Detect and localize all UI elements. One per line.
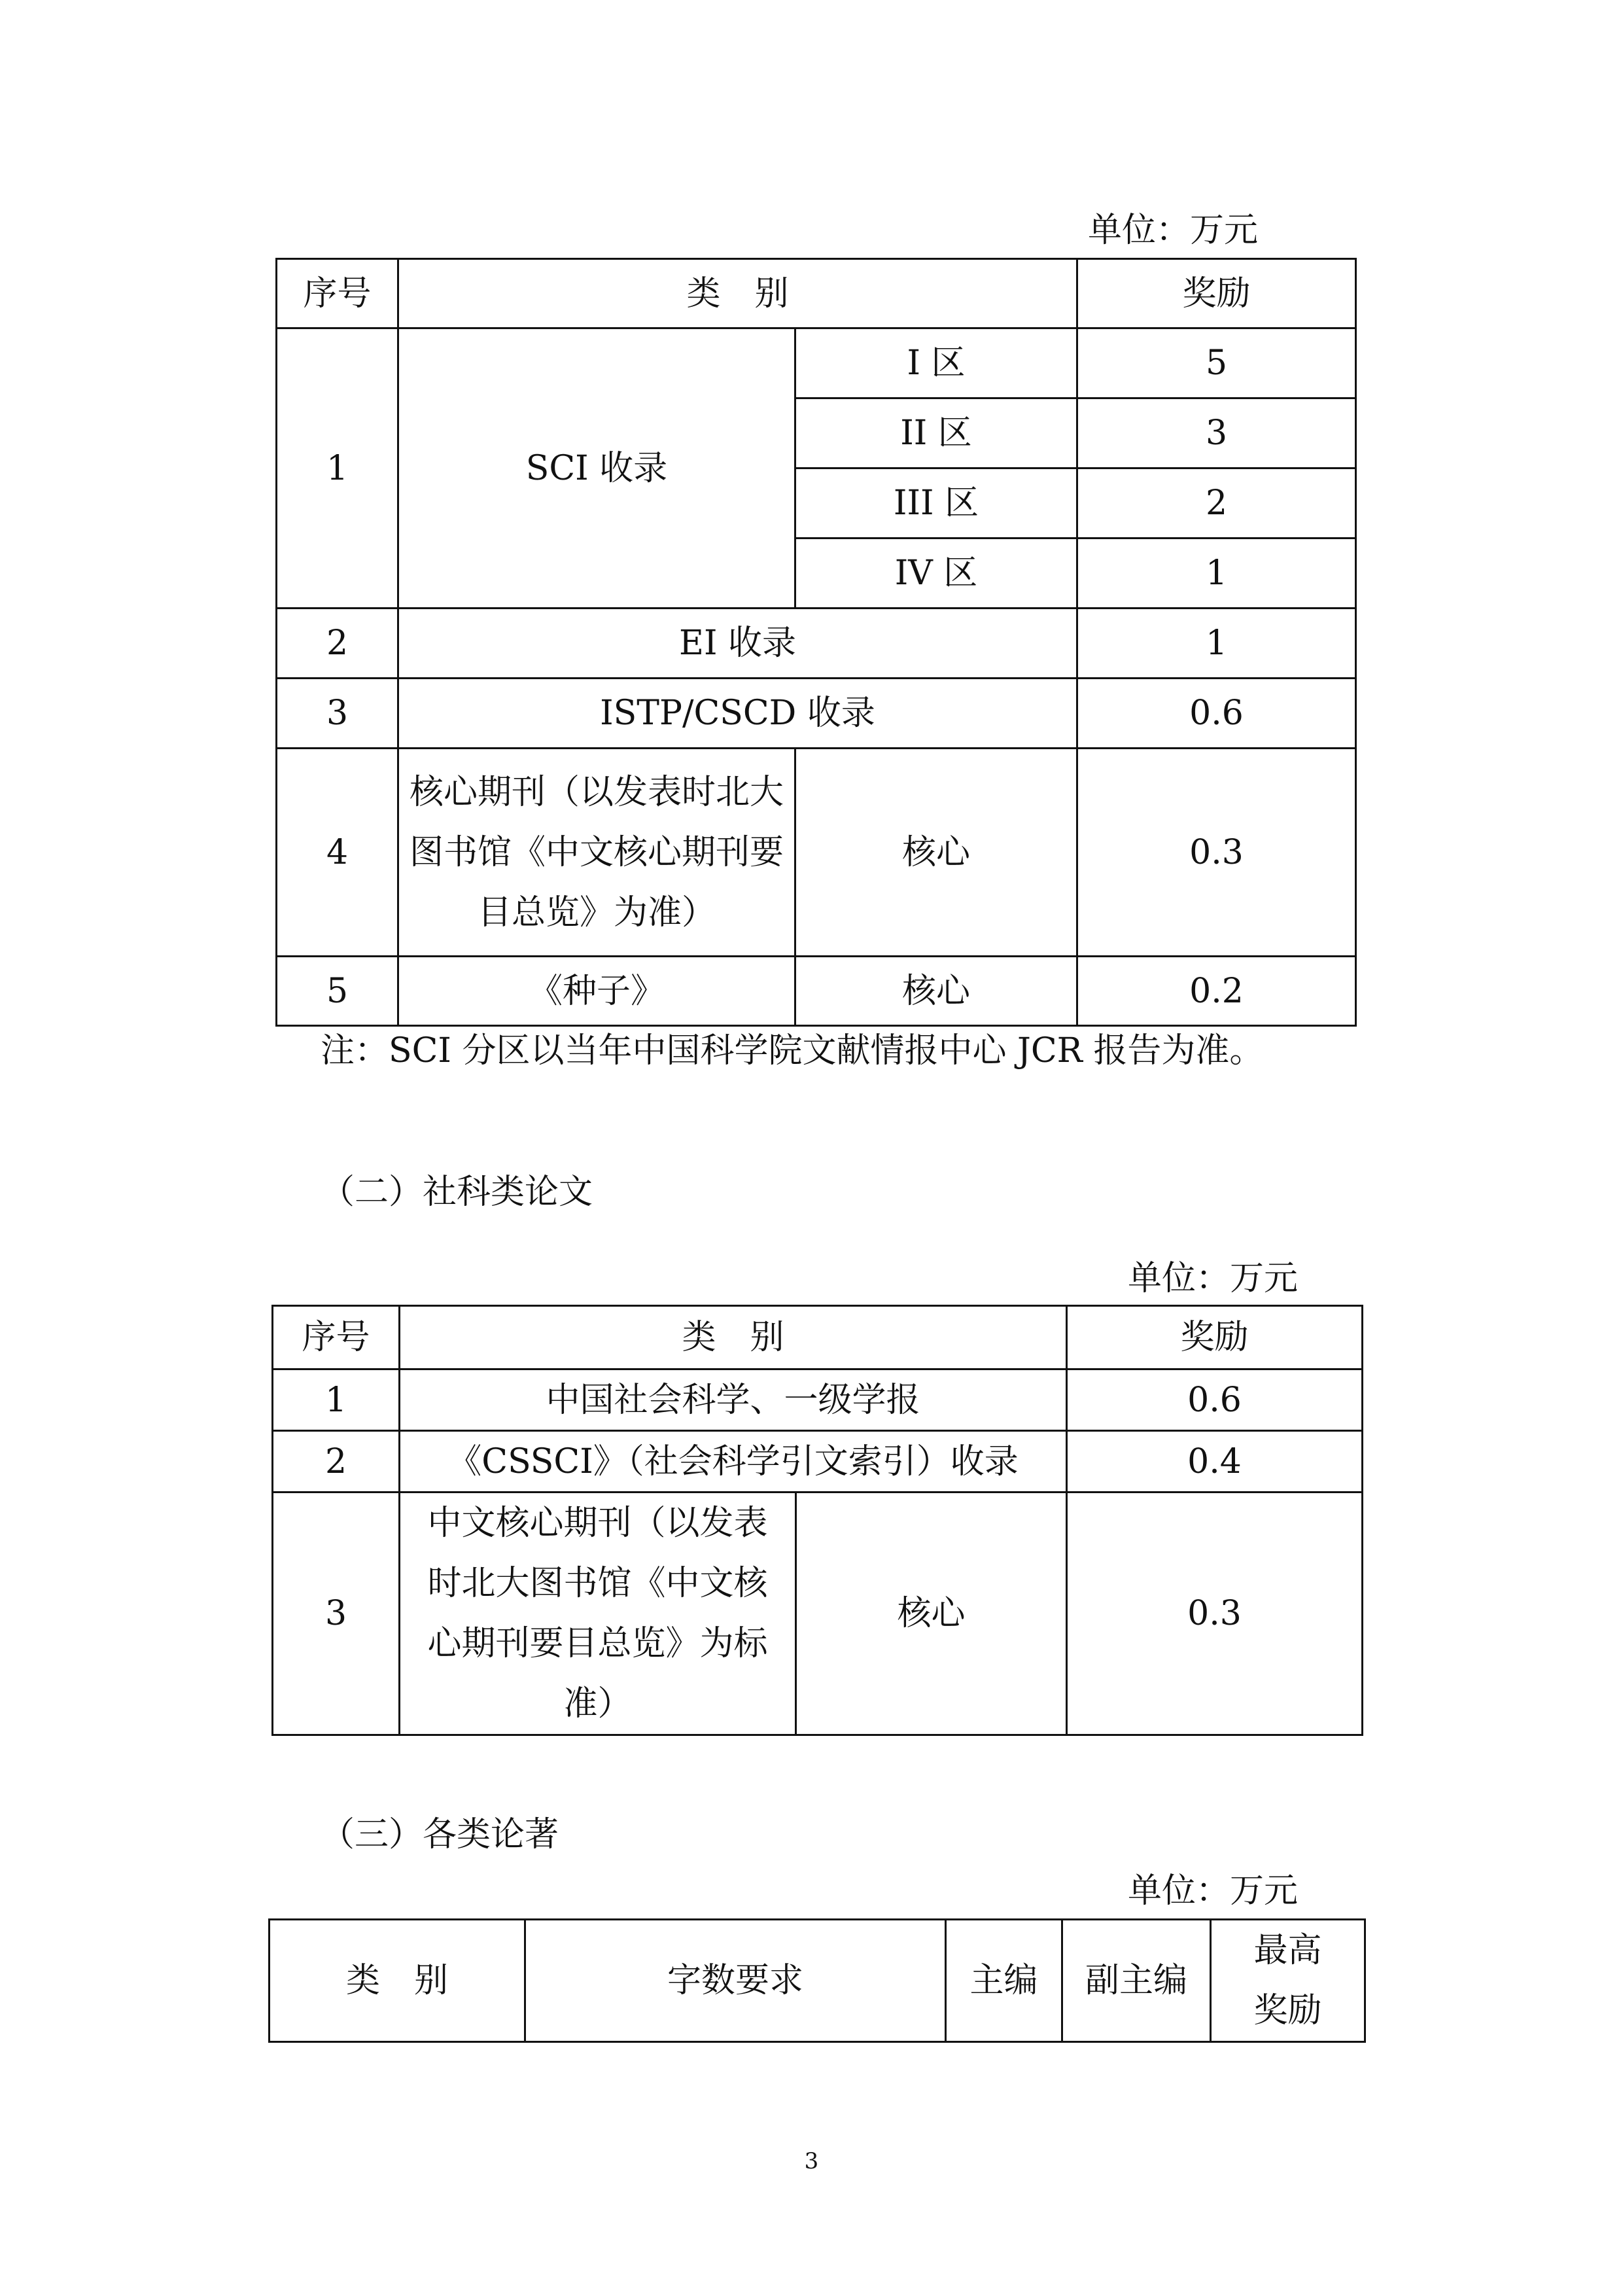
header-chief-editor: 主编 (946, 1920, 1062, 2042)
row-no: 3 (273, 1492, 400, 1735)
row-category: EI 收录 (398, 609, 1077, 679)
row-reward: 0.4 (1067, 1431, 1363, 1492)
section3-heading: （三）各类论著 (321, 1815, 559, 1854)
row-no: 1 (273, 1369, 400, 1431)
sci-zone-name: II 区 (795, 398, 1077, 468)
section2-heading: （二）社科类论文 (321, 1173, 593, 1212)
header-category: 类 别 (270, 1920, 525, 2042)
header-max-reward: 最高奖励 (1211, 1920, 1365, 2042)
row-category: 核心期刊（以发表时北大图书馆《中文核心期刊要目总览》为准） (398, 749, 795, 957)
sci-zone-name: IV 区 (795, 539, 1077, 609)
sci-zone-name: III 区 (795, 468, 1077, 539)
header-reward: 奖励 (1067, 1306, 1363, 1369)
header-no: 序号 (277, 259, 398, 328)
table1-unit: 单位：万元 (1088, 211, 1259, 250)
row-reward: 0.6 (1077, 679, 1356, 749)
row-reward: 1 (1077, 609, 1356, 679)
sci-zone-reward: 1 (1077, 539, 1356, 609)
sci-zone-name: I 区 (795, 328, 1077, 398)
row-no: 4 (277, 749, 398, 957)
table1-note: 注：SCI 分区以当年中国科学院文献情报中心 JCR 报告为准。 (321, 1031, 1264, 1070)
row-no: 2 (277, 609, 398, 679)
row-category: 《CSSCI》（社会科学引文索引）收录 (400, 1431, 1067, 1492)
table-row (277, 679, 1356, 749)
table-row (277, 328, 1356, 398)
section2-unit: 单位：万元 (1128, 1259, 1299, 1298)
table3 (268, 1918, 1366, 2043)
table1 (275, 258, 1357, 1027)
table-row (277, 749, 1356, 957)
table-row (273, 1431, 1363, 1492)
row-reward: 0.2 (1077, 957, 1356, 1026)
row-category: 中文核心期刊（以发表时北大图书馆《中文核心期刊要目总览》为标准） (400, 1492, 796, 1735)
page-number: 3 (804, 2148, 819, 2174)
header-category: 类 别 (400, 1306, 1067, 1369)
sci-zone-reward: 5 (1077, 328, 1356, 398)
table3-header-row (270, 1920, 1365, 2042)
section3-unit: 单位：万元 (1128, 1871, 1299, 1911)
header-category: 类 别 (398, 259, 1077, 328)
table-row (277, 957, 1356, 1026)
row-reward: 0.3 (1067, 1492, 1363, 1735)
header-reward: 奖励 (1077, 259, 1356, 328)
header-deputy-editor: 副主编 (1062, 1920, 1211, 2042)
sci-no: 1 (277, 328, 398, 609)
table2-header-row (273, 1306, 1363, 1369)
table-row (273, 1369, 1363, 1431)
table-row (277, 609, 1356, 679)
row-reward: 0.3 (1077, 749, 1356, 957)
row-level: 核心 (795, 749, 1077, 957)
row-no: 2 (273, 1431, 400, 1492)
row-no: 5 (277, 957, 398, 1026)
row-level: 核心 (796, 1492, 1067, 1735)
row-reward: 0.6 (1067, 1369, 1363, 1431)
header-words: 字数要求 (525, 1920, 946, 2042)
table1-header-row (277, 259, 1356, 328)
row-level: 核心 (795, 957, 1077, 1026)
row-no: 3 (277, 679, 398, 749)
header-no: 序号 (273, 1306, 400, 1369)
sci-zone-reward: 2 (1077, 468, 1356, 539)
row-category: 中国社会科学、一级学报 (400, 1369, 1067, 1431)
sci-zone-reward: 3 (1077, 398, 1356, 468)
table-row (273, 1492, 1363, 1735)
row-category: 《种子》 (398, 957, 795, 1026)
sci-label: SCI 收录 (398, 328, 795, 609)
row-category: ISTP/CSCD 收录 (398, 679, 1077, 749)
table2 (271, 1305, 1363, 1736)
